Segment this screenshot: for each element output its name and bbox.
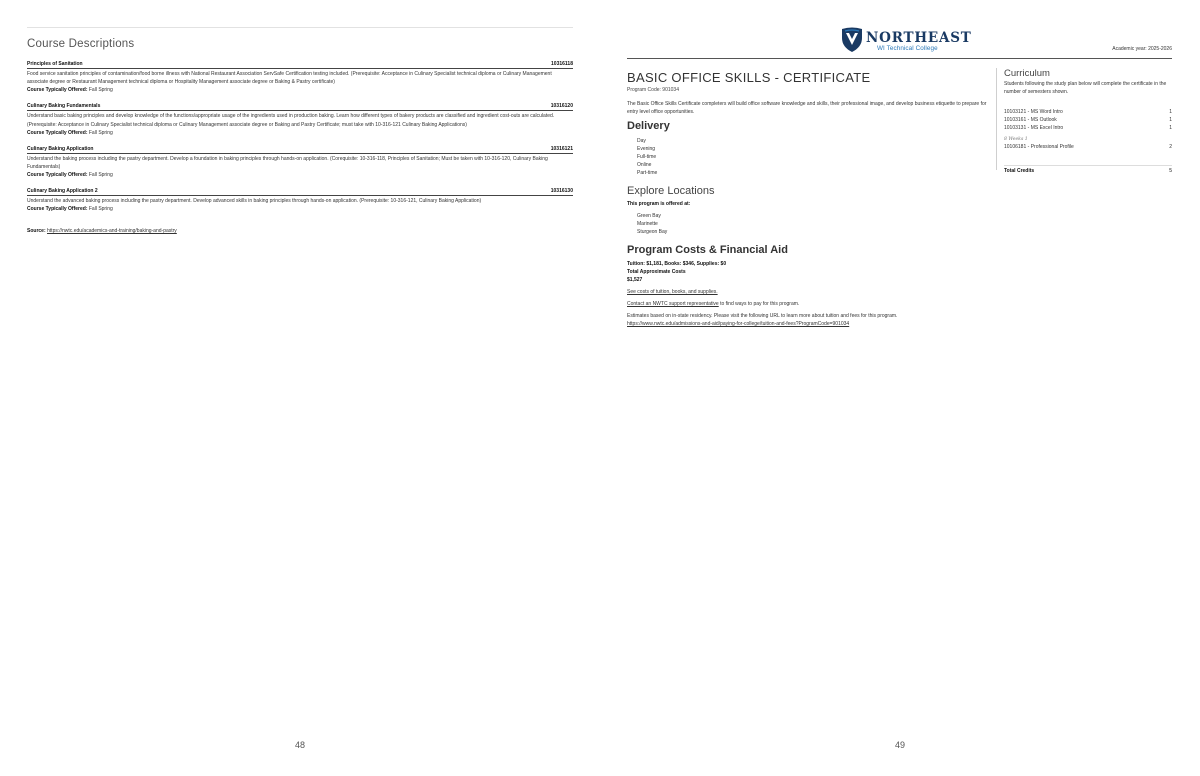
curriculum-credits: 1 bbox=[1169, 125, 1172, 131]
source-link[interactable]: https://nwtc.edu/academics-and-training/baking-and-pastry bbox=[47, 228, 177, 234]
course-code: 10316130 bbox=[550, 188, 573, 195]
curriculum-course: 10103121 - MS Word Intro bbox=[1004, 109, 1063, 115]
delivery-heading: Delivery bbox=[627, 120, 670, 132]
costs-block bbox=[627, 260, 987, 284]
course-header bbox=[27, 146, 573, 154]
curriculum-credits: 1 bbox=[1169, 117, 1172, 123]
locations-heading: Explore Locations bbox=[627, 185, 715, 197]
course-description: Understand the advanced baking process including the pastry department. Develop advanced skills in baking principles through hands-on application. (Prerequisite: 10-316-121, Culinary Baking Application) bbox=[27, 198, 482, 205]
course-code: 10316118 bbox=[551, 61, 573, 67]
source-label: Source: bbox=[27, 228, 46, 234]
course-code: 10316121 bbox=[550, 145, 573, 152]
course-list bbox=[27, 61, 573, 222]
course-header bbox=[27, 61, 573, 69]
course-entry bbox=[27, 146, 573, 179]
contact-line bbox=[627, 300, 987, 308]
offered-value: Fall Spring bbox=[88, 129, 113, 136]
delivery-list bbox=[627, 137, 987, 177]
program-title: BASIC OFFICE SKILLS - CERTIFICATE bbox=[627, 70, 871, 85]
course-offered bbox=[27, 205, 573, 213]
list-item: Online bbox=[637, 162, 652, 168]
course-entry bbox=[27, 188, 573, 213]
estimate-text: Estimates based on in-state residency. Please visit the following URL to learn more about tuition and fees for this program. bbox=[627, 313, 898, 319]
curriculum-credits: 2 bbox=[1169, 144, 1172, 150]
total-credits-label: Total Credits bbox=[1004, 168, 1035, 174]
offered-at-label: This program is offered at: bbox=[627, 201, 691, 207]
list-item: Full-time bbox=[637, 154, 657, 160]
source-note bbox=[27, 228, 177, 234]
offered-label: Course Typically Offered: bbox=[27, 206, 88, 213]
curriculum-term-label: 8 Weeks 1 bbox=[1004, 137, 1028, 142]
tuition-fees-link[interactable]: https://www.nwtc.edu/admissions-and-aid/paying-for-college/tuition-and-fees?ProgramCode=901034 bbox=[627, 321, 850, 327]
offered-label: Course Typically Offered: bbox=[27, 87, 88, 94]
locations-list bbox=[627, 212, 987, 236]
curriculum-course-list bbox=[1004, 108, 1172, 151]
curriculum-intro: Students following the study plan below will complete the certificate in the number of semesters shown. bbox=[1004, 81, 1167, 95]
course-offered bbox=[27, 86, 573, 94]
curriculum-credits: 1 bbox=[1169, 109, 1172, 115]
course-entry bbox=[27, 61, 573, 94]
course-name: Culinary Baking Application bbox=[27, 145, 94, 152]
college-logo bbox=[841, 26, 972, 56]
page-number: 48 bbox=[294, 740, 305, 750]
estimate-note bbox=[627, 312, 987, 328]
page-number: 49 bbox=[894, 740, 905, 750]
curriculum-panel bbox=[996, 68, 1172, 174]
costs-heading: Program Costs & Financial Aid bbox=[627, 244, 788, 256]
contact-text: to find ways to pay for this program. bbox=[718, 301, 800, 307]
curriculum-course: 10106181 - Professional Profile bbox=[1004, 144, 1074, 150]
right-page bbox=[600, 0, 1200, 776]
curriculum-row bbox=[1004, 124, 1172, 132]
header-divider bbox=[627, 58, 1172, 59]
contact-support-link[interactable]: Contact an NWTC support representative bbox=[627, 301, 719, 307]
costs-breakdown: Tuition: $1,181, Books: $346, Supplies: $0 bbox=[627, 261, 727, 267]
curriculum-course: 10103161 - MS Outlook bbox=[1004, 117, 1057, 123]
course-name: Culinary Baking Application 2 bbox=[27, 188, 98, 195]
course-description: Food service sanitation principles of contamination/food borne illness with National Restaurant Association ServSafe Certification testing included. (Prerequisite: Acceptance in Culinary Specialist technical diploma or Culinary Management associate degree or Restaurant Management technical diploma or Hospitality Management associate degree or Baking & Pastry certificate) bbox=[27, 71, 552, 86]
offered-value: Fall Spring bbox=[88, 206, 113, 213]
see-costs-link[interactable]: See costs of tuition, books, and supplies. bbox=[627, 289, 718, 295]
offered-value: Fall Spring bbox=[88, 172, 113, 179]
course-code: 10316120 bbox=[550, 103, 573, 110]
course-offered bbox=[27, 129, 573, 137]
list-item: Sturgeon Bay bbox=[637, 229, 668, 235]
logo-subtitle: WI Technical College bbox=[877, 45, 938, 52]
course-name: Culinary Baking Fundamentals bbox=[27, 103, 101, 110]
list-item: Day bbox=[637, 138, 646, 144]
see-costs-line bbox=[627, 288, 987, 296]
course-offered bbox=[27, 171, 573, 179]
offered-label: Course Typically Offered: bbox=[27, 172, 88, 179]
course-description: Understand basic baking principles and develop knowledge of the functions/appropriate usage of the ingredients used in production baking. Learn how different types of bakery products are classified and ingredient cost-outs are calculated. (Prerequisite: Acceptance in Culinary Specialist technical diploma or Culinary Management associate degree or Baking and Pastry Certificate; must take with 10-316-121 Culinary Baking Applications) bbox=[27, 113, 555, 128]
costs-total-value: $1,527 bbox=[627, 277, 643, 283]
course-header bbox=[27, 188, 573, 196]
shield-logo-icon bbox=[841, 27, 863, 53]
course-header bbox=[27, 103, 573, 111]
curriculum-course: 10103131 - MS Excel Intro bbox=[1004, 125, 1064, 131]
program-code: Program Code: 901034 bbox=[627, 87, 679, 93]
offered-label: Course Typically Offered: bbox=[27, 129, 88, 136]
curriculum-heading: Curriculum bbox=[1004, 68, 1050, 79]
offered-value: Fall Spring bbox=[88, 87, 113, 94]
curriculum-row bbox=[1004, 116, 1172, 124]
list-item: Part-time bbox=[637, 170, 658, 176]
program-main bbox=[627, 70, 987, 328]
list-item: Green Bay bbox=[637, 213, 661, 219]
curriculum-row bbox=[1004, 108, 1172, 116]
course-name: Principles of Sanitation bbox=[27, 61, 83, 67]
curriculum-row bbox=[1004, 143, 1172, 151]
curriculum-total bbox=[1004, 165, 1172, 174]
list-item: Marinette bbox=[637, 221, 658, 227]
costs-total-label: Total Approximate Costs bbox=[627, 269, 686, 275]
logo-wordmark: NORTHEAST bbox=[866, 30, 972, 46]
total-credits-value: 5 bbox=[1169, 168, 1172, 174]
top-divider bbox=[27, 27, 573, 28]
academic-year: Academic year: 2025-2026 bbox=[1112, 46, 1172, 52]
program-intro: The Basic Office Skills Certificate completers will build office software knowledge and skills, their professional image, and develop business etiquette to prepare for entry level office opportunities. bbox=[627, 101, 987, 115]
course-description: Understand the baking process including the pastry department. Develop a foundation in baking principles through hands-on application. (Corequisite: 10-316-118, Principles of Sanitation; Must be taken with 10-316-120, Culinary Baking Fundamentals) bbox=[27, 155, 548, 171]
section-title: Course Descriptions bbox=[27, 38, 135, 50]
list-item: Evening bbox=[637, 146, 656, 152]
course-entry bbox=[27, 103, 573, 136]
